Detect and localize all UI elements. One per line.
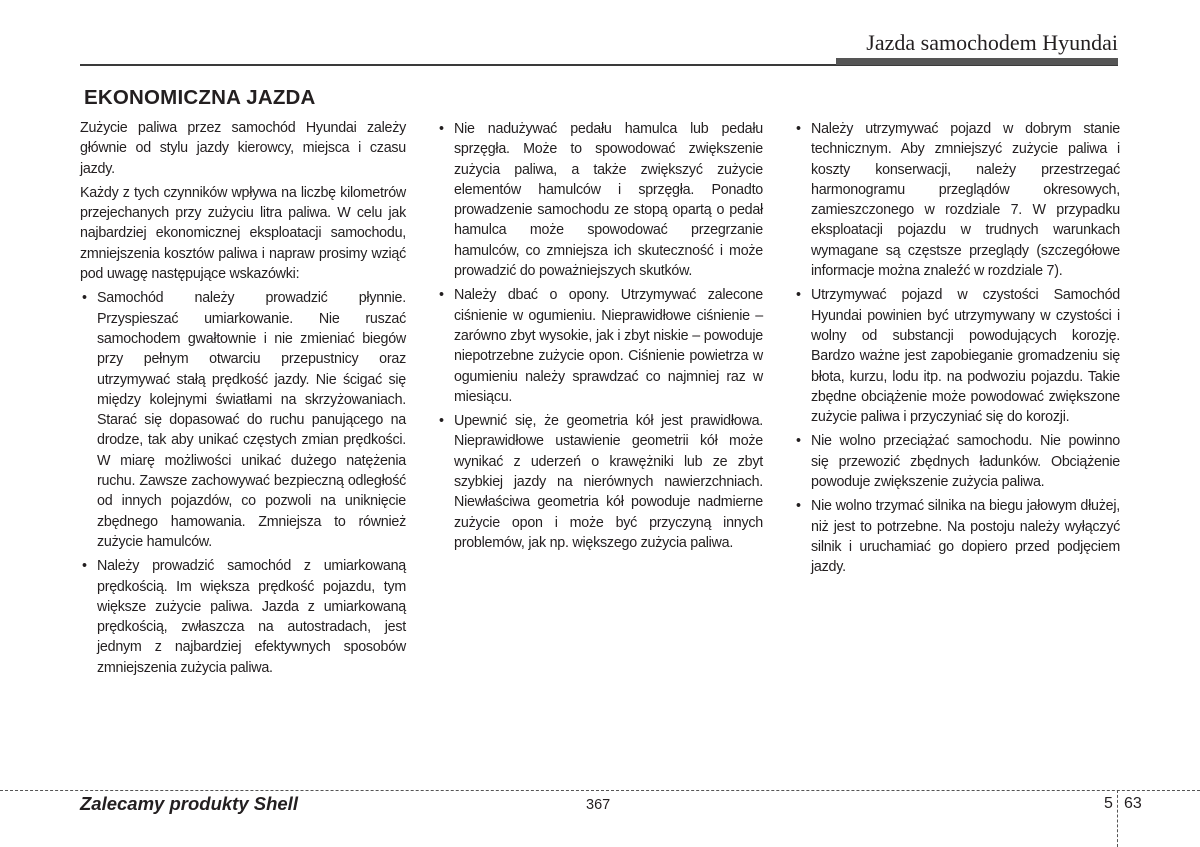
- footer-page-separator: [1117, 790, 1118, 847]
- text-column-2: [437, 119, 763, 557]
- list-item: [794, 119, 1120, 281]
- bullet-icon: •: [796, 287, 801, 304]
- footer-divider: [0, 790, 1200, 791]
- sheet-number: 367: [586, 797, 611, 813]
- list-item-text: Samochód należy prowadzić płynnie. Przyspieszać umiarkowanie. Nie ruszać samochodem gwałtownie i nie zmieniać biegów przy pełnym otwarciu przepustnicy oraz utrzymywać stałą prędkość jazdy. Nie ścigać się między kolejnymi światłami na skrzyżowaniach. Starać się dopasować do ruchu panującego na drodze, tak aby unikać częstych zmian prędkości. W miarę możliwości unikać dużego natężenia ruchu. Zawsze zachowywać bezpieczną odległość od innych pojazdów, co pozwoli na uniknięcie zbędnego hamowania. Zmniejsza to również zużycie hamulców.: [97, 290, 406, 550]
- chapter-number: 5: [1104, 795, 1113, 812]
- footer-brand: Zalecamy produkty Shell: [80, 793, 298, 814]
- list-item-text: Nie wolno przeciążać samochodu. Nie powinno się przewozić zbędnych ładunków. Obciążenie powoduje zwiększenie zużycia paliwa.: [811, 433, 1120, 491]
- list-item-text: Upewnić się, że geometria kół jest prawidłowa. Nieprawidłowe ustawienie geometrii kół może wynikać z uderzeń o krawężniki lub ze zbyt szybkiej jazdy na nierównych nawierzchniach. Niewłaściwa geometria kół powoduje nadmierne zużycie opon i może być przyczyną innych problemów, jak np. większego zużycia paliwa.: [454, 413, 763, 551]
- list-item: [794, 431, 1120, 492]
- list-item: [437, 285, 763, 407]
- bullet-icon: •: [796, 498, 801, 515]
- bullet-icon: •: [82, 290, 87, 307]
- bullet-icon: •: [796, 121, 801, 137]
- paragraph-intro: Zużycie paliwa przez samochód Hyundai zależy głównie od stylu jazdy kierowcy, miejsca i czasu jazdy.: [80, 120, 406, 177]
- page-number: 63: [1124, 795, 1142, 812]
- list-item: [80, 288, 406, 552]
- tips-list-2: [437, 119, 763, 553]
- bullet-icon: •: [439, 121, 444, 137]
- list-item-text: Należy utrzymywać pojazd w dobrym stanie technicznym. Aby zmniejszyć zużycie paliwa i koszty konserwacji, należy przestrzegać harmonogramu przeglądów okresowych, zamieszczonego w rozdziale 7. W przypadku eksploatacji pojazdu w trudnych warunkach wymagane są częstsze przeglądy (szczegółowe informacje można znaleźć w rozdziale 7).: [811, 121, 1120, 280]
- list-item-text: Należy dbać o opony. Utrzymywać zalecone ciśnienie w ogumieniu. Nieprawidłowe ciśnienie – zarówno zbyt wysokie, jak i zbyt niskie – powoduje niepotrzebne zużycie opon. Ciśnienie powietrza w ogumieniu należy sprawdzać co najmniej raz w miesiącu.: [454, 287, 763, 405]
- tips-list-1: [80, 288, 406, 678]
- header-title: Jazda samochodem Hyundai: [866, 30, 1118, 55]
- bullet-icon: •: [796, 433, 801, 450]
- list-item: [80, 556, 406, 678]
- bullet-icon: •: [439, 413, 444, 430]
- list-item-text: Nie wolno trzymać silnika na biegu jałowym dłużej, niż jest to potrzebne. Na postoju należy wyłączyć silnik i uruchamiać go dopiero przed podjęciem jazdy.: [811, 498, 1120, 576]
- text-column-1: [80, 118, 406, 682]
- section-title: EKONOMICZNA JAZDA: [84, 86, 316, 109]
- text-column-3: [794, 119, 1120, 582]
- bullet-icon: •: [439, 287, 444, 304]
- list-item: [437, 119, 763, 281]
- list-item: [794, 285, 1120, 427]
- header-accent-bar: [836, 58, 1118, 65]
- list-item-text: Nie nadużywać pedału hamulca lub pedału sprzęgła. Może to spowodować zwiększenie zużycia paliwa, a także zwiększyć zużycie elementów hamulców i sprzęgła. Ponadto prowadzenie samochodu ze stopą opartą o pedał hamulca może spowodować przegrzanie hamulców, co zmniejsza ich skuteczność i może prowadzić do poważniejszych skutków.: [454, 121, 763, 280]
- list-item-text: Utrzymywać pojazd w czystości Samochód Hyundai powinien być utrzymywany w czystości i wolny od substancji powodujących korozję. Bardzo ważne jest zapobieganie gromadzeniu się błota, kurzu, lodu itp. na podwoziu pojazdu. Takie zbędne obciążenie może powodować zwiększone zużycie paliwa i przyczyniać się do korozji.: [811, 287, 1120, 426]
- paragraph-factors: Każdy z tych czynników wpływa na liczbę kilometrów przejechanych przy zużyciu litra paliwa. W celu jak najbardziej ekonomicznej eksploatacji samochodu, zmniejszenia kosztów paliwa i napraw prosimy wziąć pod uwagę następujące wskazówki:: [80, 184, 406, 283]
- list-item: [437, 411, 763, 553]
- tips-list-3: [794, 119, 1120, 578]
- list-item-text: Należy prowadzić samochód z umiarkowaną prędkością. Im większa prędkość pojazdu, tym większe zużycie paliwa. Jazda z umiarkowaną prędkością, zwłaszcza na autostradach, jest jednym z najbardziej efektywnych sposobów zmniejszenia zużycia paliwa.: [97, 558, 406, 676]
- list-item: [794, 496, 1120, 577]
- bullet-icon: •: [82, 558, 87, 575]
